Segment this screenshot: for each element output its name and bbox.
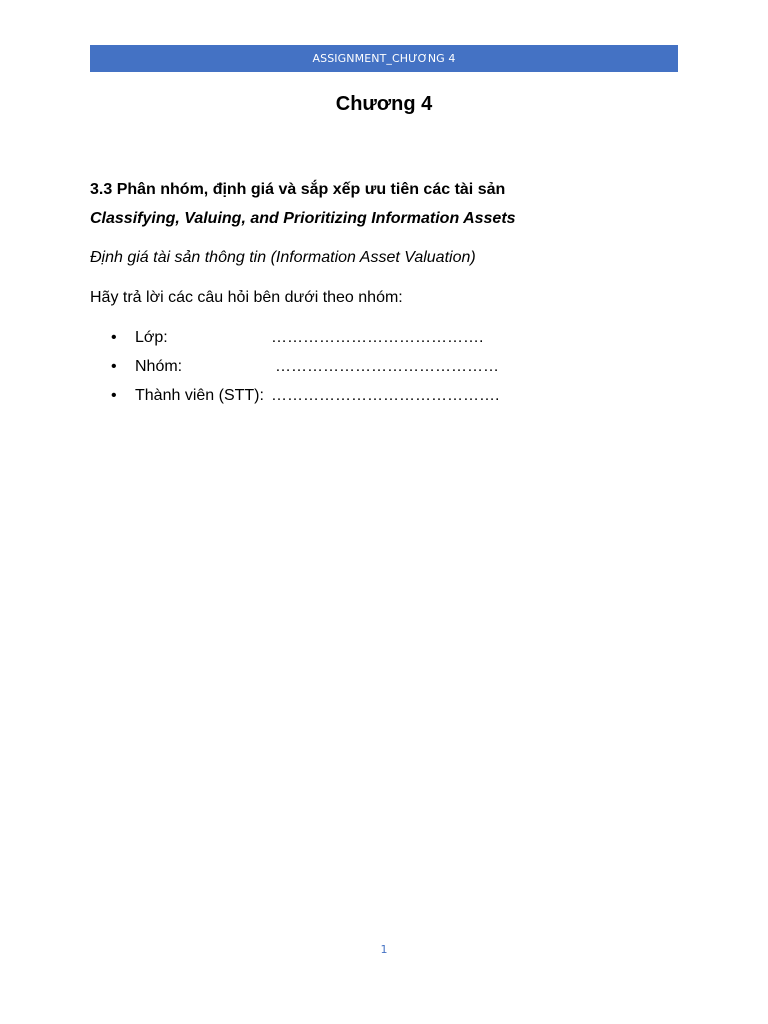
bullet-icon: • [111, 358, 117, 375]
info-field-label: Lớp: [135, 329, 168, 346]
info-field-blank: …………………………………… [275, 358, 499, 375]
valuation-line: Định giá tài sản thông tin (Information Asset Valuation) [90, 249, 476, 266]
instruction-text: Hãy trả lời các câu hỏi bên dưới theo nhóm: [90, 289, 403, 306]
section-subheading: Classifying, Valuing, and Prioritizing Information Assets [90, 210, 516, 227]
page-title: Chương 4 [335, 93, 433, 115]
section-heading: 3.3 Phân nhóm, định giá và sắp xếp ưu tiên các tài sản [90, 181, 506, 198]
info-field-label: Nhóm: [135, 358, 183, 375]
bullet-icon: • [111, 387, 117, 404]
info-field-blank: …………………………………. [271, 329, 484, 346]
info-field-label: Thành viên (STT): [135, 387, 264, 404]
info-field-blank: ……………………………………. [271, 387, 500, 404]
bullet-icon: • [111, 329, 117, 346]
page-number: 1 [380, 943, 388, 956]
header-bar [90, 45, 678, 72]
header-bar-text: ASSIGNMENT_CHƯƠNG 4 [312, 52, 456, 65]
